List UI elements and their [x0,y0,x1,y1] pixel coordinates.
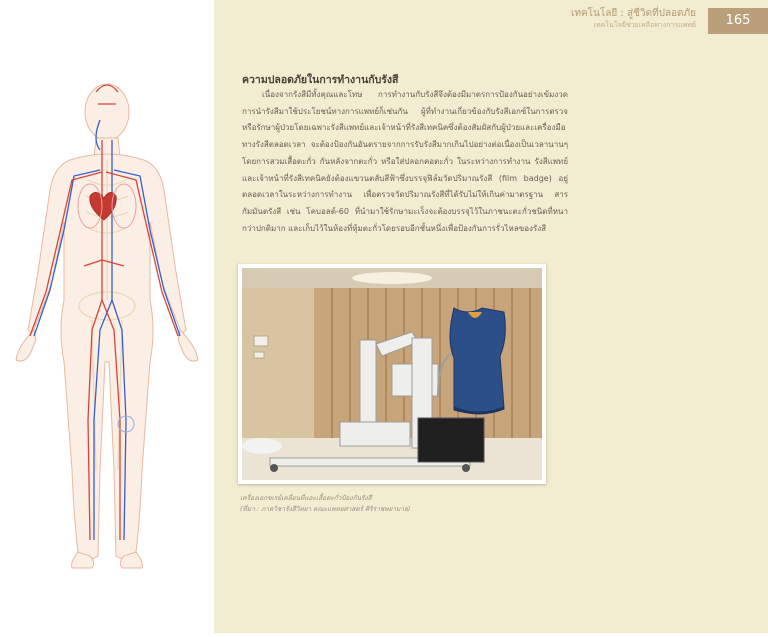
illustration-panel [0,0,214,633]
header-title: เทคโนโลยี : สู่ชีวิตที่ปลอดภัย [570,8,696,19]
page-header [214,0,768,38]
caption-line-2: (ที่มา : ภาควิชารังสีวิทยา คณะแพทยศาสตร์ ศิริราชพยาบาล) [240,505,411,513]
figure-caption [240,493,410,515]
page-number: 165 [708,8,768,34]
header-subtitle: เทคโนโลยีช่วยเหลือทางการแพทย์ [593,21,696,29]
xray-photo [238,264,546,484]
caption-line-1: เครื่องเอกซเรย์เคลื่อนที่และเสื้อตะกั่วป้องกันรังสี [240,494,372,502]
circulatory-system-illustration [0,0,214,633]
section-title: ความปลอดภัยในการทำงานกับรังสี [242,74,399,86]
body-paragraph: เนื่องจากรังสีมีทั้งคุณและโทษ การทำงานกับรังสีจึงต้องมีมาตรการป้องกันอย่างเข้มงวด การนำรังสีมาใช้ประโยชน์ทางการแพทย์ก็เช่นกัน ผู้ที่ทำงานเกี่ยวข้องกับรังสีเอกซ์ในการตรวจหรือรักษาผู้ป่วยโดยเฉพาะรังสีแพทย์และเจ้าหน้าที่รังสีเทคนิคซึ่งต้องสัมผัสกับผู้ป่วยและเครื่องมือทางรังสีตลอดเวลา จะต้องป้องกันอันตรายจากการรับรังสีมากเกินไปอย่างต่อเนื่องเป็นเวลานานๆ โดยการสวมเสื้อตะกั่ว กันหลังจากตะกั่ว หรือใส่ปลอกคอตะกั่ว ในระหว่างการทำงาน รังสีแพทย์และเจ้าหน้าที่รังสีเทคนิคยังต้องแขวนตลับสีฟ้าซึ่งบรรจุฟิล์มวัดปริมาณรังสี (film badge) อยู่ตลอดเวลาในระหว่างการทำงาน เพื่อตรวจวัดปริมาณรังสีที่ได้รับไม่ให้เกินค่ามาตรฐาน สารกัมมันตรังสี เช่น โคบอลต์-60 ที่นำมาใช้รักษามะเร็งจะต้องบรรจุไว้ในภาชนะตะกั่วชนิดที่หนากว่าปกติมาก และเก็บไว้ในห้องที่หุ้มตะกั่วโดยรอบอีกชั้นหนึ่งเพื่อป้องกันการรั่วไหลของรังสี [242,90,568,233]
body-text [242,87,568,237]
running-header [571,7,696,30]
mobile-xray-scene [242,268,542,480]
